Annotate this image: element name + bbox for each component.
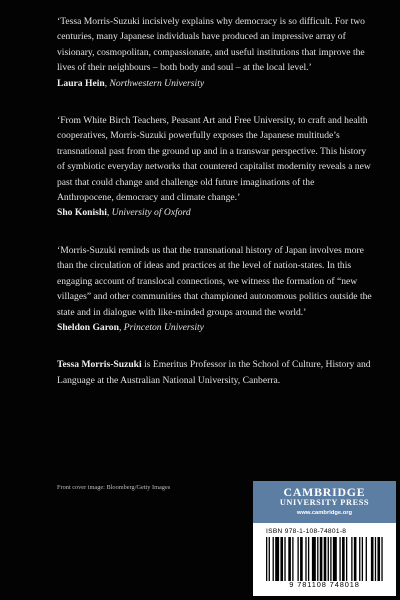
endorsement-text: ‘Tessa Morris-Suzuki incisively explains why democracy is so difficult. For two centuries, many Japanese individuals have produced an impressive array of visionary, cosmopolitan, compassionate, and useful institutions that improve the lives of their neighbours – both body and soul – at the local level.’: [57, 16, 365, 74]
barcode-bar: [375, 537, 376, 581]
endorser-name: Laura Hein: [57, 77, 105, 89]
endorsement-3: [57, 243, 372, 335]
barcode-bar: [330, 537, 331, 581]
barcode-bar: [339, 537, 340, 581]
endorsement-text: ‘From White Birch Teachers, Peasant Art and Free University, to craft and health cooperatives, Morris-Suzuki powerfully exposes the Japanese multitude’s transnational past from the ground up and in a transwar perspective. This history of symbiotic everyday networks that countered capitalist modernity reveals a new past that could change and challenge old future imaginations of the Anthropocene, democracy and climate change.’: [57, 115, 371, 204]
endorser-affiliation: Northwestern University: [109, 77, 205, 89]
endorsement-attribution: Sho Konishi, University of Oxford: [57, 207, 191, 219]
endorsement-attribution: Laura Hein, Northwestern University: [57, 77, 205, 89]
endorsement-2: [57, 113, 372, 221]
barcode-bar: [377, 537, 380, 581]
barcode-bar: [342, 537, 345, 581]
barcode-bar: [280, 537, 283, 581]
publisher-name: CAMBRIDGE: [283, 485, 366, 499]
author-name: Tessa Morris-Suzuki: [57, 359, 142, 371]
endorser-affiliation: University of Oxford: [111, 207, 191, 219]
barcode-bar: [292, 537, 293, 581]
barcode-bar: [273, 537, 274, 581]
barcode-digits: 9 781108 748018: [289, 580, 360, 589]
endorser-name: Sho Konishi: [57, 207, 107, 219]
endorsements: [57, 14, 372, 388]
author-bio-text: is Emeritus Professor in the School of Culture, History and Language at the Australian National University, Canberra.: [57, 359, 371, 386]
barcode-bar: [333, 537, 337, 581]
endorser-affiliation: Princeton University: [123, 321, 204, 333]
publisher-website: www.cambridge.org: [296, 510, 353, 516]
barcode-bar: [359, 537, 360, 581]
author-bio: [57, 357, 372, 388]
publisher-press: UNIVERSITY PRESS: [279, 498, 370, 507]
barcode-bar: [266, 537, 267, 581]
barcode-bar: [269, 537, 270, 581]
endorsement-attribution: Sheldon Garon, Princeton University: [57, 321, 204, 333]
barcode-bar: [308, 537, 309, 581]
barcode-bar: [328, 537, 329, 581]
publisher-logo: [253, 481, 396, 523]
barcode-bar: [371, 537, 374, 581]
barcode-bar: [305, 537, 306, 581]
cover-image-credit: Front cover image: Bloomberg/Getty Images: [57, 484, 171, 491]
barcode-bar: [366, 537, 367, 581]
barcode-bar: [362, 537, 363, 581]
publisher-barcode-box: [253, 481, 396, 596]
barcode-bar: [324, 537, 327, 581]
endorser-name: Sheldon Garon: [57, 321, 119, 333]
isbn-label: ISBN 978-1-108-74801-8: [266, 528, 347, 535]
barcode-bar: [275, 537, 279, 581]
barcode-bar: [320, 537, 323, 581]
barcode-bar: [288, 537, 291, 581]
barcode-bar: [317, 537, 318, 581]
barcode-bar: [284, 537, 285, 581]
barcode-bar: [346, 537, 347, 581]
barcode-bar: [354, 537, 357, 581]
endorsement-text: ‘Morris-Suzuki reminds us that the transnational history of Japan involves more than the circulation of ideas and practices at the level of nation-states. In this engaging account of translocal connections, we witness the formation of “new villages” and other communities that championed autonomous politics outside the state and in dialogue with like-minded groups around the world.’: [57, 244, 372, 318]
endorsement-1: [57, 14, 372, 91]
barcode-bar: [297, 537, 298, 581]
barcode-bar: [381, 537, 382, 581]
barcode-bar: [300, 537, 303, 581]
barcode-icon: [266, 537, 384, 581]
barcode-bar: [312, 537, 316, 581]
barcode-bar: [351, 537, 352, 581]
